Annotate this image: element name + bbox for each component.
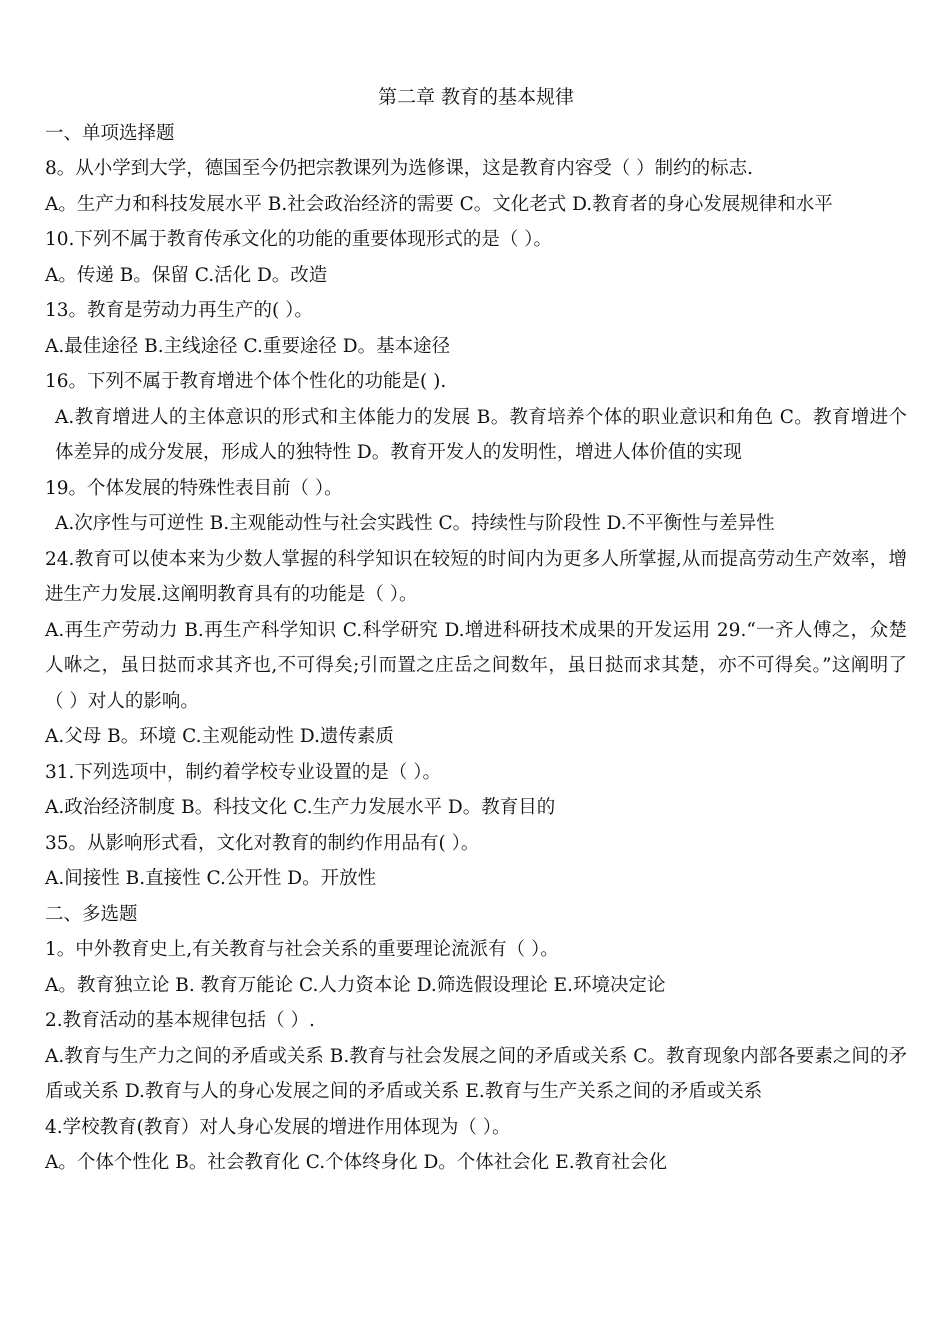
question-10-options: A。传递 B。保留 C.活化 D。改造	[45, 264, 328, 286]
multi-question-4: 4.学校教育(教育）对人身心发展的增进作用体现为（ ）。	[45, 1116, 511, 1138]
question-35: 35。从影响形式看，文化对教育的制约作用品有( ）。	[45, 832, 480, 854]
question-24-options-and-question-29: A.再生产劳动力 B.再生产科学知识 C.科学研究 D.增进科研技术成果的开发运用 29.“一齐人傅之，众楚人咻之，虽日挞而求其齐也,不可得矣;引而置之庄岳之间数年，虽日挞而求其楚，亦不可得矣。”这阐明了（ ）对人的影响。	[45, 619, 907, 712]
question-13-options: A.最佳途径 B.主线途径 C.重要途径 D。基本途径	[45, 335, 451, 357]
question-8: 8。从小学到大学，德国至今仍把宗教课列为选修课，这是教育内容受（ ）制约的标志.	[45, 158, 754, 179]
multi-question-2: 2.教育活动的基本规律包括（ ）.	[45, 1010, 315, 1031]
question-19-options: A.次序性与可逆性 B.主观能动性与社会实践性 C。持续性与阶段性 D.不平衡性与差异性	[55, 513, 775, 534]
document-page	[45, 80, 907, 1181]
multi-question-1-options: A。教育独立论 B. 教育万能论 C.人力资本论 D.筛选假设理论 E.环境决定论	[45, 974, 666, 996]
question-29-options: A.父母 B。环境 C.主观能动性 D.遗传素质	[45, 726, 394, 747]
multi-question-4-options: A。个体个性化 B。社会教育化 C.个体终身化 D。个体社会化 E.教育社会化	[45, 1152, 668, 1173]
question-31: 31.下列选项中，制约着学校专业设置的是（ ）。	[45, 761, 442, 783]
question-10: 10.下列不属于教育传承文化的功能的重要体现形式的是（ ）。	[45, 229, 553, 250]
multi-question-2-options: A.教育与生产力之间的矛盾或关系 B.教育与社会发展之间的矛盾或关系 C。教育现象内部各要素之间的矛盾或关系 D.教育与人的身心发展之间的矛盾或关系 E.教育与生产关系之间的矛盾或关系	[45, 1045, 907, 1102]
question-19: 19。个体发展的特殊性表目前（ ）。	[45, 477, 343, 499]
question-31-options: A.政治经济制度 B。科技文化 C.生产力发展水平 D。教育目的	[45, 797, 556, 818]
multi-question-1: 1。中外教育史上,有关教育与社会关系的重要理论流派有（ ）。	[45, 939, 559, 960]
chapter-title: 第二章 教育的基本规律	[377, 86, 575, 108]
section-heading-single-choice: 一、单项选择题	[45, 122, 175, 144]
question-16-options: A.教育增进人的主体意识的形式和主体能力的发展 B。教育培养个体的职业意识和角色 C。教育增进个体差异的成分发展，形成人的独特性 D。教育开发人的发明性，增进人体价值的实现	[55, 406, 907, 463]
section-heading-multiple-choice: 二、多选题	[45, 903, 138, 925]
question-13: 13。教育是劳动力再生产的( ）。	[45, 300, 313, 321]
question-8-options: A。生产力和科技发展水平 B.社会政治经济的需要 C。文化老式 D.教育者的身心发展规律和水平	[45, 193, 833, 215]
question-16: 16。下列不属于教育增进个体个性化的功能是( ).	[45, 371, 447, 392]
question-24: 24.教育可以使本来为少数人掌握的科学知识在较短的时间内为更多人所掌握,从而提高劳动生产效率，增进生产力发展.这阐明教育具有的功能是（ ）。	[45, 548, 907, 605]
question-35-options: A.间接性 B.直接性 C.公开性 D。开放性	[45, 868, 377, 889]
